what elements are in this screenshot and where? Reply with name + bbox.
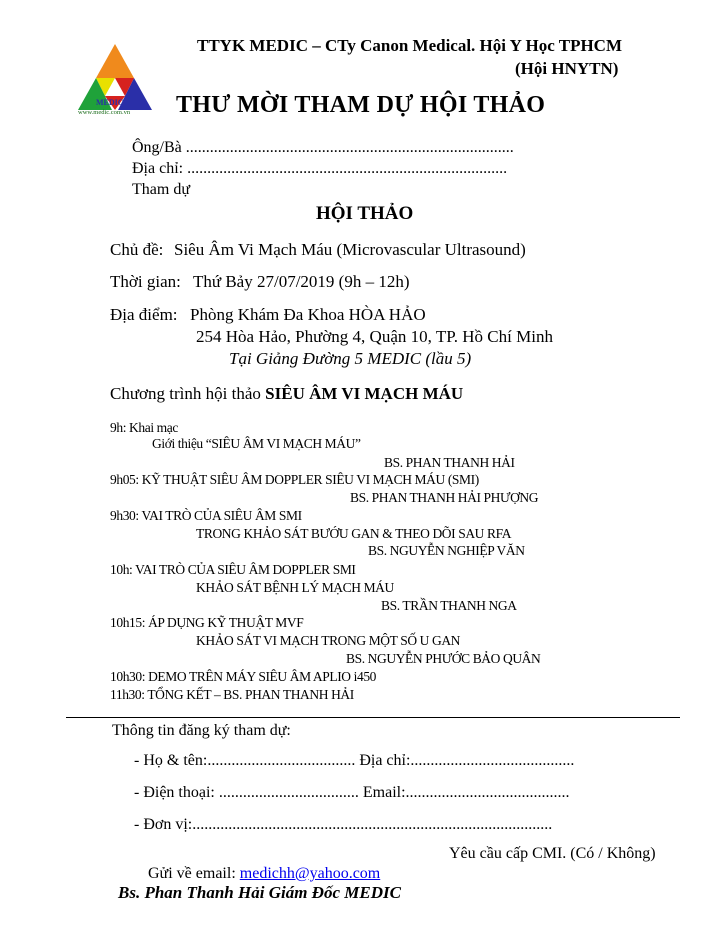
schedule-line: 11h30: TỔNG KẾT – BS. PHAN THANH HẢI <box>110 687 354 702</box>
schedule-line: 9h: Khai mạc <box>110 420 178 435</box>
event-heading: HỘI THẢO <box>316 203 414 224</box>
schedule-line: 9h05: KỸ THUẬT SIÊU ÂM DOPPLER SIÊU VI MẠCH MÁU (SMI) <box>110 472 479 487</box>
place-label: Địa điểm: <box>110 305 178 324</box>
signature: Bs. Phan Thanh Hải Giám Đốc MEDIC <box>118 883 401 902</box>
logo-text: MEDIC <box>96 98 124 107</box>
schedule-speaker: BS. TRẦN THANH NGA <box>381 598 517 613</box>
attend-label: Tham dự <box>132 181 190 198</box>
name-line: Ông/Bà .................................................................................. <box>132 139 514 156</box>
org-line-2: (Hội HNYTN) <box>515 59 619 78</box>
registration-name-address: - Họ & tên:..................................... Địa chỉ:......................................... <box>134 752 575 769</box>
page-title: THƯ MỜI THAM DỰ HỘI THẢO <box>176 92 546 118</box>
place-line-1: Phòng Khám Đa Khoa HÒA HẢO <box>190 305 426 324</box>
schedule-line: TRONG KHẢO SÁT BƯỚU GAN & THEO DÕI SAU RFA <box>196 526 512 541</box>
schedule-line: 9h30: VAI TRÒ CỦA SIÊU ÂM SMI <box>110 508 302 523</box>
program-line <box>110 384 463 404</box>
schedule-speaker: BS. NGUYỄN NGHIỆP VĂN <box>368 543 525 558</box>
registration-heading: Thông tin đăng ký tham dự: <box>112 722 291 739</box>
logo-url: www.medic.com.vn <box>78 109 131 116</box>
org-line-1: TTYK MEDIC – CTy Canon Medical. Hội Y Học TPHCM <box>197 36 622 55</box>
time-label: Thời gian: <box>110 272 181 291</box>
topic-label: Chủ đề: <box>110 240 164 259</box>
schedule-line: 10h15: ÁP DỤNG KỸ THUẬT MVF <box>110 615 304 630</box>
triangle-logo-icon <box>74 40 156 120</box>
send-label: Gửi về email: <box>148 865 240 882</box>
schedule-line: 10h: VAI TRÒ CỦA SIÊU ÂM DOPPLER SMI <box>110 562 356 577</box>
program-title: SIÊU ÂM VI MẠCH MÁU <box>265 384 464 403</box>
address-line: Địa chỉ: ................................................................................ <box>132 160 508 177</box>
registration-phone-email: - Điện thoại: ................................... Email:......................................... <box>134 784 570 801</box>
schedule-speaker: BS. NGUYỄN PHƯỚC BẢO QUÂN <box>346 651 541 666</box>
cmi-request: Yêu cầu cấp CMI. (Có / Không) <box>449 845 656 862</box>
medic-logo <box>74 40 156 120</box>
topic-value: Siêu Âm Vi Mạch Máu (Microvascular Ultrasound) <box>174 240 526 259</box>
send-line <box>148 865 380 883</box>
time-value: Thứ Bảy 27/07/2019 (9h – 12h) <box>193 272 410 291</box>
schedule-line: KHẢO SÁT BỆNH LÝ MẠCH MÁU <box>196 580 394 595</box>
divider <box>66 717 680 718</box>
schedule-speaker: BS. PHAN THANH HẢI <box>384 455 515 470</box>
schedule-line: KHẢO SÁT VI MẠCH TRONG MỘT SỐ U GAN <box>196 633 461 648</box>
schedule-speaker: BS. PHAN THANH HẢI PHƯỢNG <box>350 490 539 505</box>
place-line-3: Tại Giảng Đường 5 MEDIC (lầu 5) <box>229 349 472 368</box>
registration-unit: - Đơn vị:.......................................................................................... <box>134 816 553 833</box>
email-link[interactable]: medichh@yahoo.com <box>239 865 381 882</box>
schedule-line: Giới thiệu “SIÊU ÂM VI MẠCH MÁU” <box>152 436 361 451</box>
place-line-2: 254 Hòa Hảo, Phường 4, Quận 10, TP. Hồ Chí Minh <box>196 327 553 346</box>
schedule-line: 10h30: DEMO TRÊN MÁY SIÊU ÂM APLIO i450 <box>110 669 377 684</box>
program-prefix: Chương trình hội thảo <box>110 384 266 403</box>
